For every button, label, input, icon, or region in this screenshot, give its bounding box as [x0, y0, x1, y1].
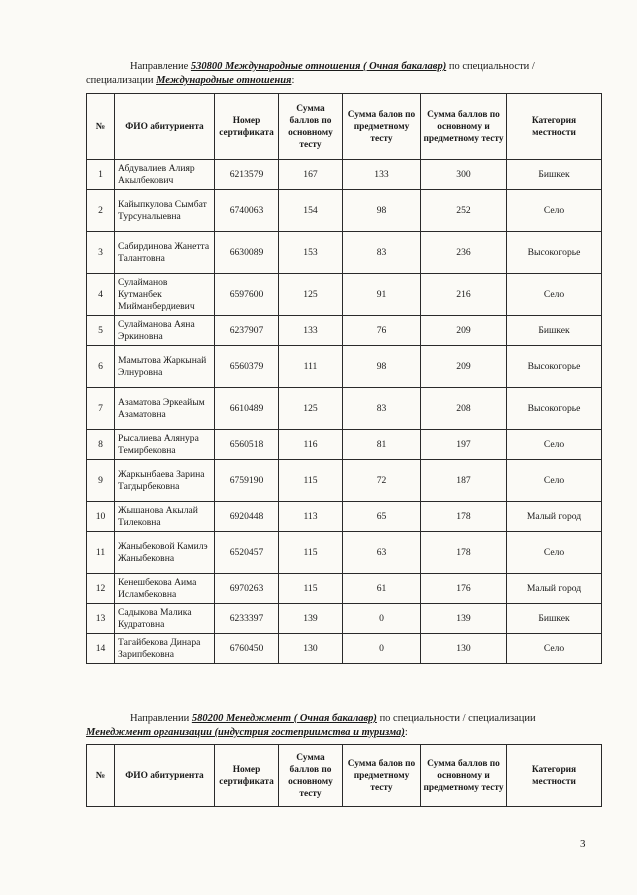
table1-header-4: Сумма балов по предметному тесту	[343, 94, 421, 160]
main-test-score: 113	[279, 502, 343, 532]
applicant-name: Сулайманова Аяна Эркиновна	[115, 316, 215, 346]
certificate-number: 6970263	[215, 574, 279, 604]
certificate-number: 6759190	[215, 460, 279, 502]
certificate-number: 6740063	[215, 190, 279, 232]
locality-category: Село	[507, 634, 602, 664]
table1-header-2: Номер сертификата	[215, 94, 279, 160]
locality-category: Бишкек	[507, 316, 602, 346]
row-number: 14	[87, 634, 115, 664]
certificate-number: 6237907	[215, 316, 279, 346]
table-row	[87, 574, 602, 604]
table2-header-3: Сумма баллов по основному тесту	[279, 745, 343, 807]
table2-header-4: Сумма балов по предметному тесту	[343, 745, 421, 807]
subject-test-score: 81	[343, 430, 421, 460]
subject-test-score: 83	[343, 388, 421, 430]
table1-header-6: Категория местности	[507, 94, 602, 160]
total-score: 176	[421, 574, 507, 604]
subject-test-score: 83	[343, 232, 421, 274]
row-number: 10	[87, 502, 115, 532]
main-test-score: 116	[279, 430, 343, 460]
main-test-score: 133	[279, 316, 343, 346]
table2-header-2: Номер сертификата	[215, 745, 279, 807]
section2-heading	[86, 712, 601, 740]
main-test-score: 139	[279, 604, 343, 634]
subject-test-score: 61	[343, 574, 421, 604]
total-score: 300	[421, 160, 507, 190]
section2-specialization: Менеджмент организации (индустрия гостеприимства и туризма)	[86, 727, 405, 738]
applicant-name: Азаматова Эркеайым Азаматовна	[115, 388, 215, 430]
applicant-name: Кайыпкулова Сымбат Турсуналыевна	[115, 190, 215, 232]
applicant-name: Тагайбекова Динара Зарипбековна	[115, 634, 215, 664]
subject-test-score: 63	[343, 532, 421, 574]
locality-category: Бишкек	[507, 160, 602, 190]
total-score: 139	[421, 604, 507, 634]
subject-test-score: 76	[343, 316, 421, 346]
row-number: 7	[87, 388, 115, 430]
applicant-name: Жаркынбаева Зарина Тагдырбековна	[115, 460, 215, 502]
row-number: 2	[87, 190, 115, 232]
locality-category: Село	[507, 460, 602, 502]
total-score: 187	[421, 460, 507, 502]
row-number: 1	[87, 160, 115, 190]
certificate-number: 6610489	[215, 388, 279, 430]
row-number: 12	[87, 574, 115, 604]
subject-test-score: 72	[343, 460, 421, 502]
section1-end: :	[291, 75, 295, 86]
main-test-score: 111	[279, 346, 343, 388]
row-number: 4	[87, 274, 115, 316]
main-test-score: 115	[279, 532, 343, 574]
row-number: 6	[87, 346, 115, 388]
table-row	[87, 430, 602, 460]
certificate-number: 6560379	[215, 346, 279, 388]
certificate-number: 6597600	[215, 274, 279, 316]
row-number: 3	[87, 232, 115, 274]
main-test-score: 130	[279, 634, 343, 664]
applicant-name: Кенешбекова Аима Исламбековна	[115, 574, 215, 604]
table-row	[87, 532, 602, 574]
total-score: 178	[421, 532, 507, 574]
table2-header-6: Категория местности	[507, 745, 602, 807]
certificate-number: 6213579	[215, 160, 279, 190]
subject-test-score: 65	[343, 502, 421, 532]
table1-header-5: Сумма баллов по основному и предметному тесту	[421, 94, 507, 160]
section2-direction: 580200 Менеджмент ( Очная бакалавр)	[191, 713, 377, 724]
subject-test-score: 0	[343, 604, 421, 634]
applicant-name: Рысалиева Алянура Темирбековна	[115, 430, 215, 460]
table1-header-0: №	[87, 94, 115, 160]
table2-header-0: №	[87, 745, 115, 807]
table-row	[87, 316, 602, 346]
table-row	[87, 460, 602, 502]
total-score: 209	[421, 346, 507, 388]
row-number: 8	[87, 430, 115, 460]
main-test-score: 167	[279, 160, 343, 190]
locality-category: Село	[507, 190, 602, 232]
locality-category: Малый город	[507, 502, 602, 532]
applicants-table-2	[86, 744, 602, 807]
total-score: 208	[421, 388, 507, 430]
section1-direction: 530800 Международные отношения ( Очная бакалавр)	[190, 61, 447, 72]
applicant-name: Жышанова Акылай Тилековна	[115, 502, 215, 532]
applicant-name: Садыкова Малика Кудратовна	[115, 604, 215, 634]
row-number: 11	[87, 532, 115, 574]
certificate-number: 6520457	[215, 532, 279, 574]
section2-end: :	[404, 727, 408, 738]
applicant-name: Сулайманов Кутманбек Мийманбердиевич	[115, 274, 215, 316]
total-score: 130	[421, 634, 507, 664]
total-score: 252	[421, 190, 507, 232]
locality-category: Село	[507, 532, 602, 574]
subject-test-score: 98	[343, 346, 421, 388]
table-row	[87, 160, 602, 190]
table-row	[87, 634, 602, 664]
total-score: 216	[421, 274, 507, 316]
section2-lead: Направлении	[130, 713, 190, 724]
table-row	[87, 502, 602, 532]
main-test-score: 154	[279, 190, 343, 232]
locality-category: Высокогорье	[507, 388, 602, 430]
row-number: 5	[87, 316, 115, 346]
total-score: 197	[421, 430, 507, 460]
main-test-score: 115	[279, 460, 343, 502]
section1-lead: Направление	[130, 61, 189, 72]
table-row	[87, 604, 602, 634]
locality-category: Высокогорье	[507, 346, 602, 388]
subject-test-score: 0	[343, 634, 421, 664]
table-row	[87, 346, 602, 388]
section1-line2-lead: специализации	[86, 75, 154, 86]
total-score: 236	[421, 232, 507, 274]
locality-category: Высокогорье	[507, 232, 602, 274]
certificate-number: 6760450	[215, 634, 279, 664]
applicant-name: Жаныбековой Камилэ Жаныбековна	[115, 532, 215, 574]
locality-category: Бишкек	[507, 604, 602, 634]
table-row	[87, 190, 602, 232]
certificate-number: 6630089	[215, 232, 279, 274]
certificate-number: 6233397	[215, 604, 279, 634]
applicant-name: Мамытова Жаркынай Элнуровна	[115, 346, 215, 388]
total-score: 178	[421, 502, 507, 532]
certificate-number: 6920448	[215, 502, 279, 532]
table2-header-5: Сумма баллов по основному и предметному тесту	[421, 745, 507, 807]
certificate-number: 6560518	[215, 430, 279, 460]
section1-heading	[86, 60, 601, 88]
applicant-name: Сабирдинова Жанетта Талантовна	[115, 232, 215, 274]
table-row	[87, 388, 602, 430]
main-test-score: 125	[279, 274, 343, 316]
section2-mid: по специальности / специализации	[379, 713, 536, 724]
table-row	[87, 232, 602, 274]
table1-header-3: Сумма баллов по основному тесту	[279, 94, 343, 160]
applicants-table	[86, 93, 602, 664]
section1-mid: по специальности /	[448, 61, 535, 72]
section1-specialization: Международные отношения	[156, 75, 292, 86]
table2-header-1: ФИО абитуриента	[115, 745, 215, 807]
main-test-score: 153	[279, 232, 343, 274]
table-row	[87, 274, 602, 316]
row-number: 9	[87, 460, 115, 502]
row-number: 13	[87, 604, 115, 634]
subject-test-score: 98	[343, 190, 421, 232]
page-number: 3	[580, 838, 586, 850]
subject-test-score: 133	[343, 160, 421, 190]
locality-category: Село	[507, 430, 602, 460]
table1-header-1: ФИО абитуриента	[115, 94, 215, 160]
subject-test-score: 91	[343, 274, 421, 316]
table2-header-row	[87, 745, 602, 807]
total-score: 209	[421, 316, 507, 346]
main-test-score: 115	[279, 574, 343, 604]
table-header-row	[87, 94, 602, 160]
locality-category: Село	[507, 274, 602, 316]
applicant-name: Абдувалиев Алияр Акылбекович	[115, 160, 215, 190]
locality-category: Малый город	[507, 574, 602, 604]
main-test-score: 125	[279, 388, 343, 430]
